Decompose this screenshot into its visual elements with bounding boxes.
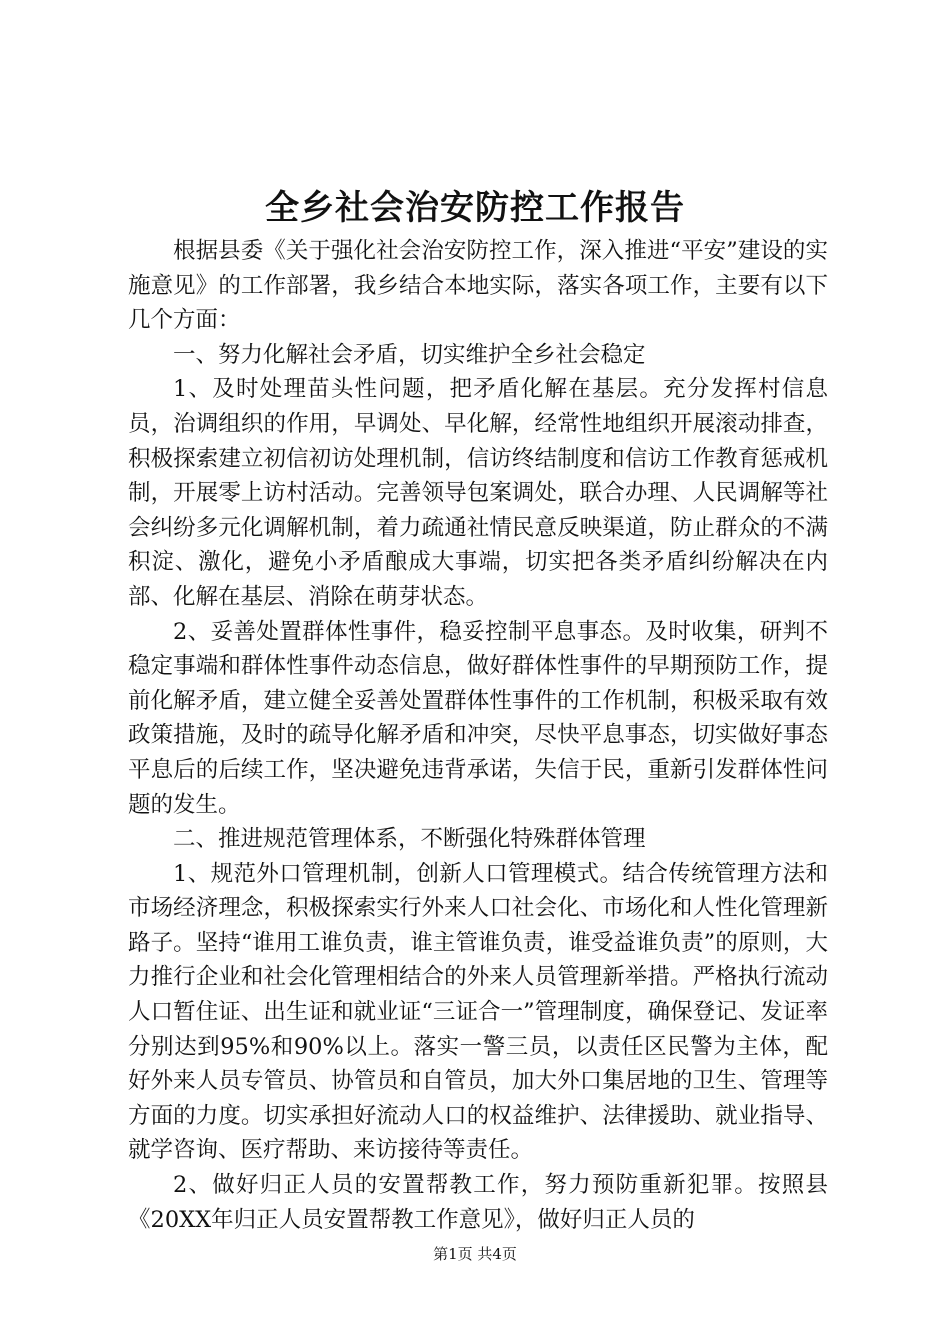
- document-title: 全乡社会治安防控工作报告: [265, 188, 685, 228]
- document-body: [128, 234, 828, 1237]
- body-paragraph: 1、规范外口管理机制，创新人口管理模式。结合传统管理方法和市场经济理念，积极探索实行外来人口社会化、市场化和人性化管理新路子。坚持“谁用工谁负责，谁主管谁负责，谁受益谁负责”的原则，大力推行企业和社会化管理相结合的外来人员管理新举措。严格执行流动人口暂住证、出生证和就业证“三证合一”管理制度，确保登记、发证率分别达到95%和90%以上。落实一警三员，以责任区民警为主体，配好外来人员专管员、协管员和自管员，加大外口集居地的卫生、管理等方面的力度。切实承担好流动人口的权益维护、法律援助、就业指导、就学咨询、医疗帮助、来访接待等责任。: [128, 860, 828, 1164]
- body-paragraph: 2、做好归正人员的安置帮教工作，努力预防重新犯罪。按照县《20XX年归正人员安置帮教工作意见》，做好归正人员的: [128, 1172, 828, 1233]
- body-paragraph: 1、及时处理苗头性问题，把矛盾化解在基层。充分发挥村信息员，治调组织的作用，早调处、早化解，经常性地组织开展滚动排查，积极探索建立初信初访处理机制，信访终结制度和信访工作教育惩戒机制，开展零上访村活动。完善领导包案调处，联合办理、人民调解等社会纠纷多元化调解机制，着力疏通社情民意反映渠道，防止群众的不满积淀、激化，避免小矛盾酿成大事端，切实把各类矛盾纠纷解决在内部、化解在基层、消除在萌芽状态。: [128, 376, 828, 610]
- page-footer: 第1页 共4页: [433, 1245, 517, 1263]
- intro-paragraph: 根据县委《关于强化社会治安防控工作，深入推进“平安”建设的实施意见》的工作部署，我乡结合本地实际，落实各项工作，主要有以下几个方面：: [128, 238, 828, 334]
- body-paragraph: 2、妥善处置群体性事件，稳妥控制平息事态。及时收集，研判不稳定事端和群体性事件动态信息，做好群体性事件的早期预防工作，提前化解矛盾，建立健全妥善处置群体性事件的工作机制，积极采取有效政策措施，及时的疏导化解矛盾和冲突，尽快平息事态，切实做好事态平息后的后续工作，坚决避免违背承诺，失信于民，重新引发群体性问题的发生。: [128, 618, 828, 818]
- section-heading-1: 一、努力化解社会矛盾，切实维护全乡社会稳定: [173, 341, 646, 368]
- section-heading-2: 二、推进规范管理体系，不断强化特殊群体管理: [173, 826, 646, 853]
